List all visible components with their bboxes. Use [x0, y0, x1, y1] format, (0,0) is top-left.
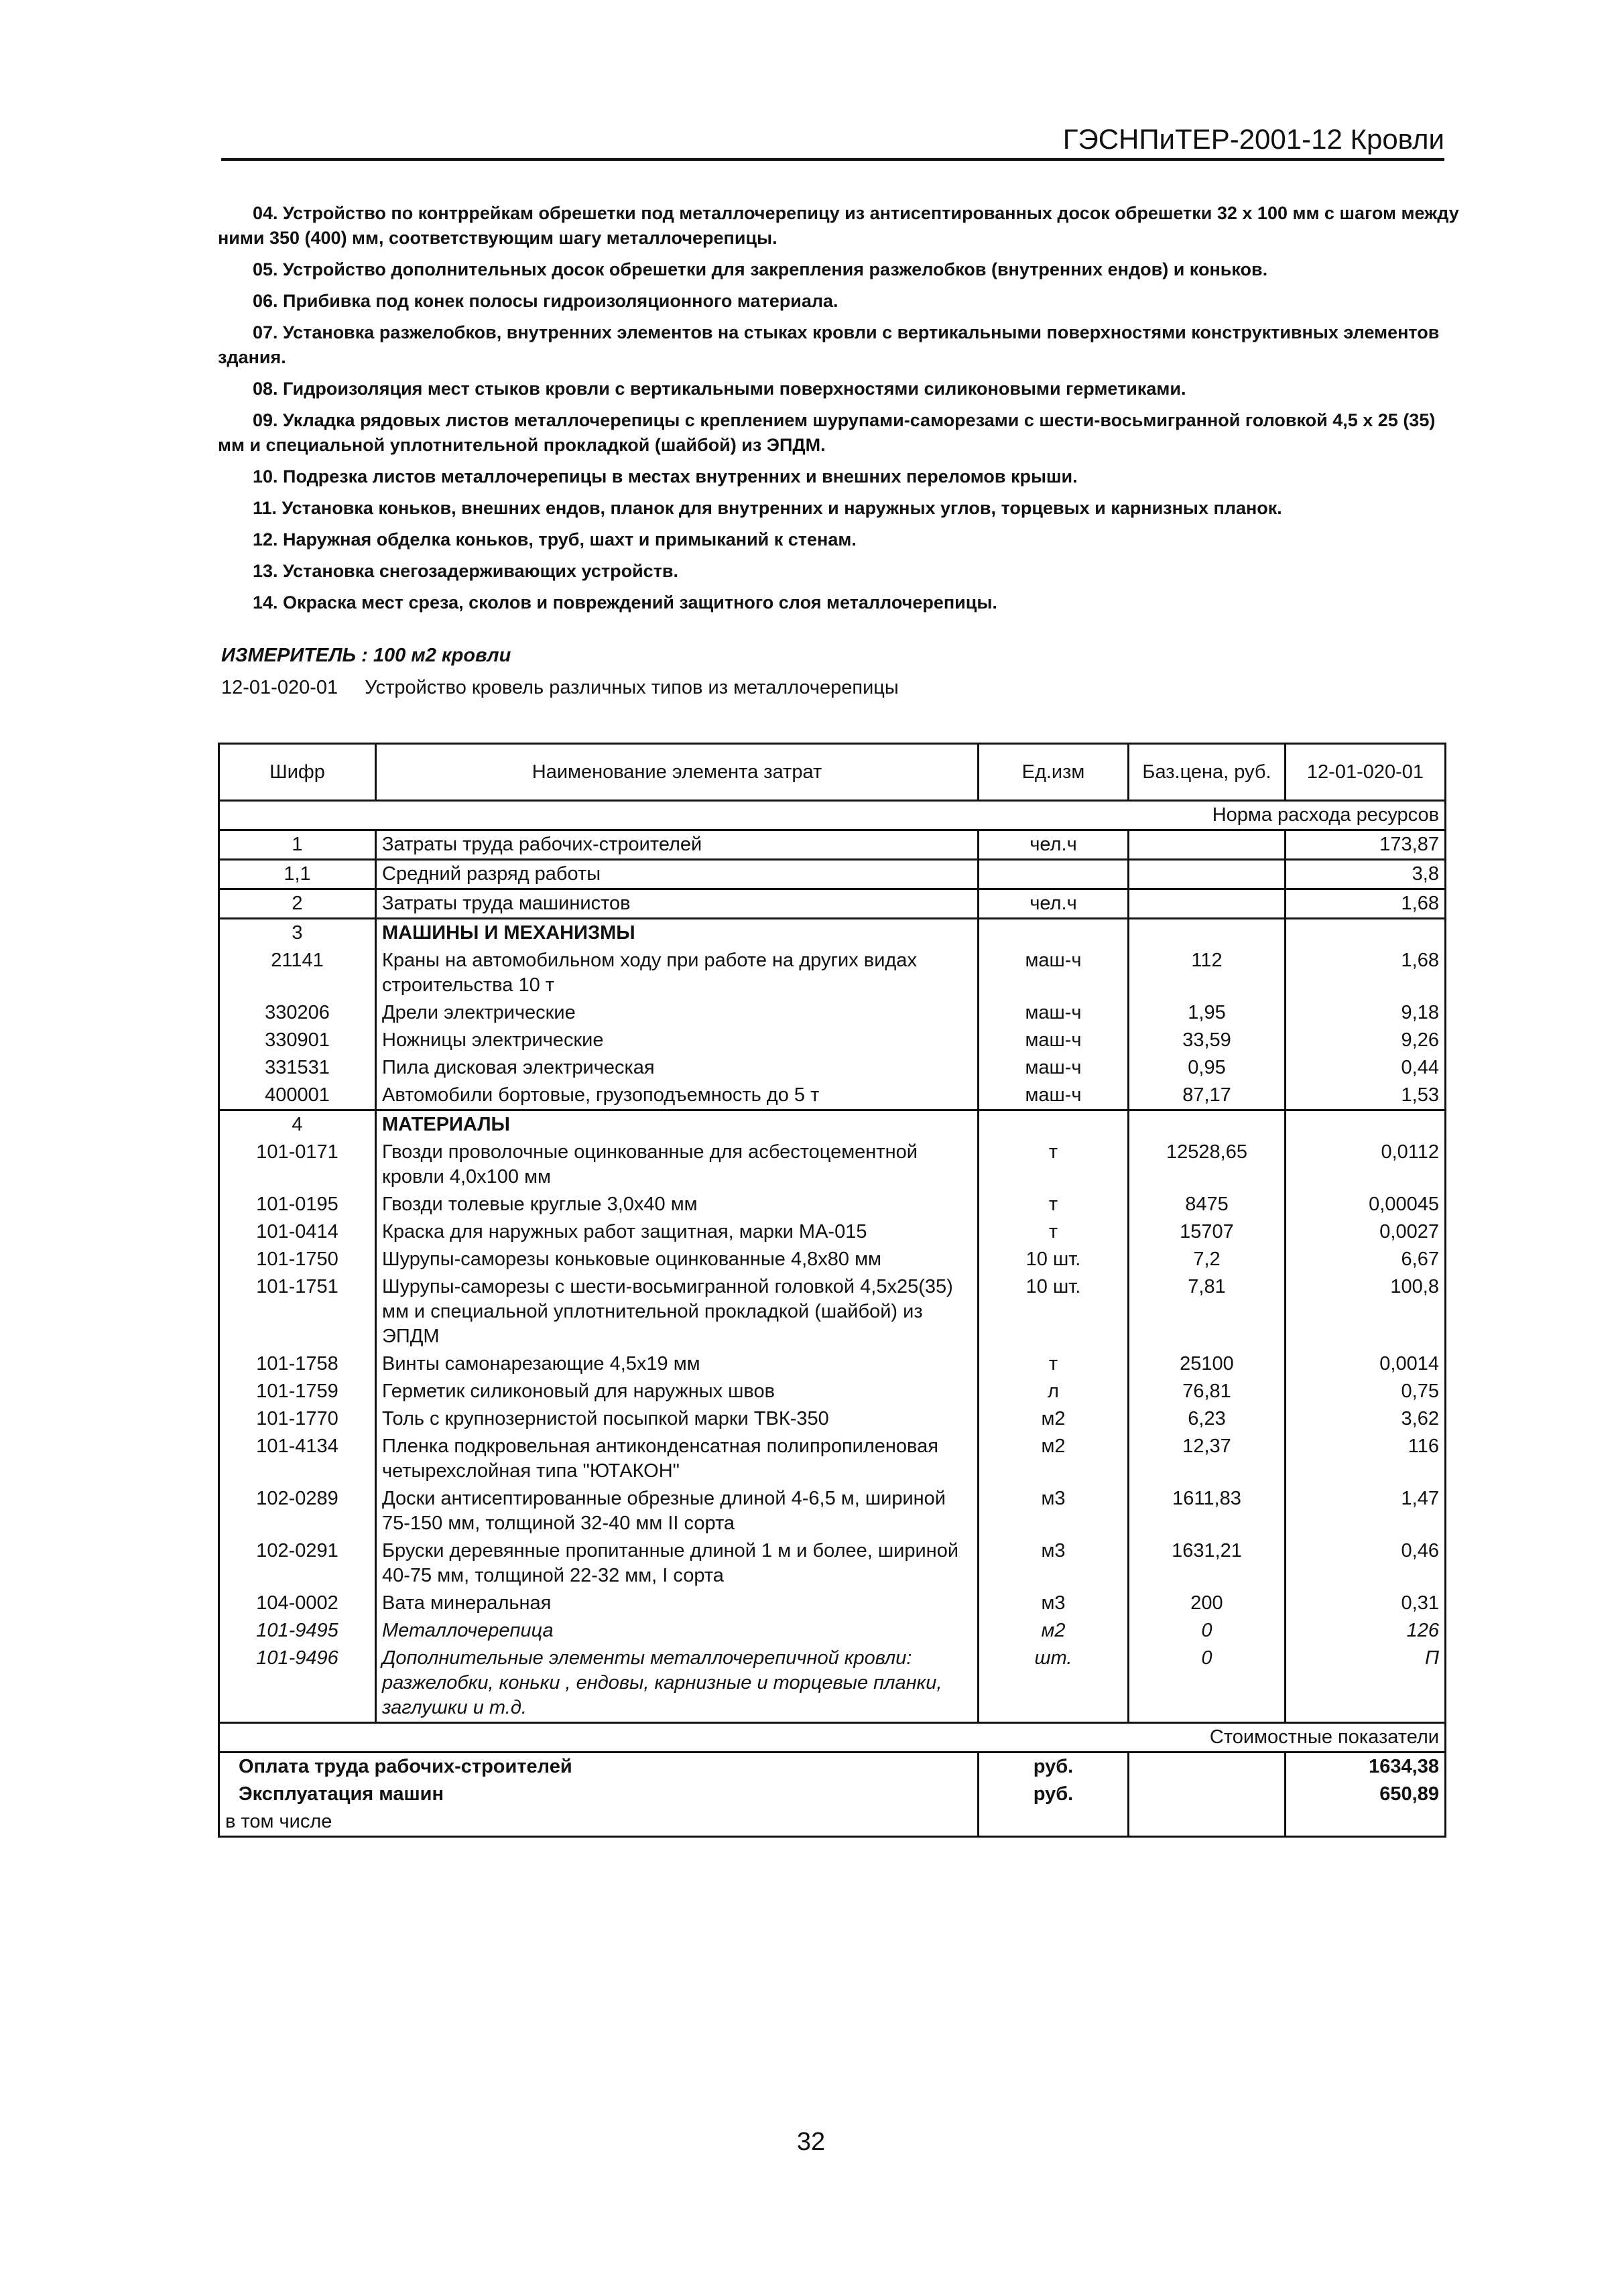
- cell-name: Затраты труда рабочих-строителей: [376, 830, 979, 860]
- cell-unit: м2: [979, 1433, 1129, 1485]
- table-row: [219, 1378, 1446, 1405]
- table-row: [219, 1218, 1446, 1246]
- cell-value: 0,44: [1286, 1054, 1446, 1082]
- cell-value: 0,31: [1286, 1590, 1446, 1617]
- cell-unit: [979, 919, 1129, 948]
- cell-unit: [979, 860, 1129, 889]
- cost-empty: [1129, 1781, 1286, 1808]
- paragraph: 06. Прибивка под конек полосы гидроизоляционного материала.: [253, 291, 838, 311]
- cell-name: Средний разряд работы: [376, 860, 979, 889]
- cell-name: Гвозди толевые круглые 3,0х40 мм: [376, 1191, 979, 1218]
- cost-label-row: [219, 1723, 1446, 1752]
- cell-price: 0: [1129, 1617, 1286, 1645]
- cell-name: Пленка подкровельная антиконденсатная полипропиленовая четырехслойная типа "ЮТАКОН": [376, 1433, 979, 1485]
- cell-code: 330901: [219, 1027, 376, 1054]
- cell-value: 0,00045: [1286, 1191, 1446, 1218]
- col-header-name: Наименование элемента затрат: [376, 744, 979, 801]
- cell-unit: л: [979, 1378, 1129, 1405]
- cell-name: Толь с крупнозернистой посыпкой марки ТВК-350: [376, 1405, 979, 1433]
- cell-unit: чел.ч: [979, 889, 1129, 919]
- col-header-price: Баз.цена, руб.: [1129, 744, 1286, 801]
- paragraph: 10. Подрезка листов металлочерепицы в местах внутренних и внешних переломов крыши.: [253, 466, 1078, 487]
- cell-code: 101-1759: [219, 1378, 376, 1405]
- cell-price: [1129, 1110, 1286, 1139]
- paragraph: 08. Гидроизоляция мест стыков кровли с вертикальными поверхностями силиконовыми герметиками.: [253, 379, 1186, 399]
- cell-value: 0,75: [1286, 1378, 1446, 1405]
- cell-value: 0,0014: [1286, 1350, 1446, 1378]
- cell-price: 15707: [1129, 1218, 1286, 1246]
- cell-unit: чел.ч: [979, 830, 1129, 860]
- cell-value: 6,67: [1286, 1246, 1446, 1273]
- table-row: [219, 1617, 1446, 1645]
- cell-unit: м2: [979, 1405, 1129, 1433]
- cell-code: 101-9496: [219, 1645, 376, 1723]
- cell-value: 1,53: [1286, 1082, 1446, 1110]
- cell-price: 200: [1129, 1590, 1286, 1617]
- cell-name: МАТЕРИАЛЫ: [376, 1110, 979, 1139]
- table-row: [219, 999, 1446, 1027]
- table-row: [219, 1246, 1446, 1273]
- cell-code: 101-1770: [219, 1405, 376, 1433]
- table-row: [219, 1590, 1446, 1617]
- cell-name: Пила дисковая электрическая: [376, 1054, 979, 1082]
- cell-price: 76,81: [1129, 1378, 1286, 1405]
- measure-unit: ИЗМЕРИТЕЛЬ : 100 м2 кровли: [221, 645, 511, 666]
- table-row: [219, 860, 1446, 889]
- table-row: [219, 1433, 1446, 1485]
- cell-name: Бруски деревянные пропитанные длиной 1 м и более, шириной 40-75 мм, толщиной 22-32 мм, I сорта: [376, 1537, 979, 1590]
- cell-price: [1129, 860, 1286, 889]
- cost-value: 1634,38: [1286, 1752, 1446, 1781]
- cell-price: 33,59: [1129, 1027, 1286, 1054]
- cell-value: [1286, 919, 1446, 948]
- page-header: ГЭСНПиТЕР-2001-12 Кровли: [221, 121, 1444, 161]
- cell-unit: м3: [979, 1537, 1129, 1590]
- cell-unit: т: [979, 1350, 1129, 1378]
- cost-empty: [1129, 1808, 1286, 1837]
- cell-price: 6,23: [1129, 1405, 1286, 1433]
- paragraph: 04. Устройство по контррейкам обрешетки под металлочерепицу из антисептированных досок обрешетки 32 х 100 мм с шагом между ними 350 (400) мм, соответствующим шагу металлочерепицы.: [218, 203, 1459, 248]
- table-row: [219, 1054, 1446, 1082]
- cell-name: Шурупы-саморезы с шести-восьмигранной головкой 4,5х25(35) мм и специальной уплотнительной прокладкой (шайбой) из ЭПДМ: [376, 1273, 979, 1350]
- cell-unit: маш-ч: [979, 947, 1129, 999]
- cell-price: 25100: [1129, 1350, 1286, 1378]
- cell-code: 101-0195: [219, 1191, 376, 1218]
- cell-value: 9,26: [1286, 1027, 1446, 1054]
- table-row: [219, 1027, 1446, 1054]
- cell-name: Винты самонарезающие 4,5х19 мм: [376, 1350, 979, 1378]
- cell-name: МАШИНЫ И МЕХАНИЗМЫ: [376, 919, 979, 948]
- resource-table: [218, 743, 1446, 1838]
- table-row: [219, 1405, 1446, 1433]
- col-header-unit: Ед.изм: [979, 744, 1129, 801]
- table-row: [219, 1273, 1446, 1350]
- cell-code: 101-4134: [219, 1433, 376, 1485]
- cell-price: [1129, 889, 1286, 919]
- cell-code: 400001: [219, 1082, 376, 1110]
- cell-value: 0,0112: [1286, 1139, 1446, 1191]
- cell-price: 112: [1129, 947, 1286, 999]
- paragraph: 12. Наружная обделка коньков, труб, шахт и примыканий к стенам.: [253, 529, 857, 550]
- col-header-code: Шифр: [219, 744, 376, 801]
- cell-code: 101-9495: [219, 1617, 376, 1645]
- cell-value: 1,68: [1286, 947, 1446, 999]
- cell-name: Металлочерепица: [376, 1617, 979, 1645]
- cell-value: 0,46: [1286, 1537, 1446, 1590]
- cell-unit: 10 шт.: [979, 1246, 1129, 1273]
- table-row: [219, 947, 1446, 999]
- cell-value: П: [1286, 1645, 1446, 1723]
- cell-code: 101-1758: [219, 1350, 376, 1378]
- cell-name: Вата минеральная: [376, 1590, 979, 1617]
- cell-name: Шурупы-саморезы коньковые оцинкованные 4,8х80 мм: [376, 1246, 979, 1273]
- cell-value: 1,47: [1286, 1485, 1446, 1537]
- table-row: [219, 889, 1446, 919]
- cost-name: Оплата труда рабочих-строителей: [219, 1752, 979, 1781]
- cell-value: 116: [1286, 1433, 1446, 1485]
- cell-unit: маш-ч: [979, 1054, 1129, 1082]
- cell-code: 331531: [219, 1054, 376, 1082]
- cell-unit: т: [979, 1218, 1129, 1246]
- col-header-value: 12-01-020-01: [1286, 744, 1446, 801]
- cell-code: 1,1: [219, 860, 376, 889]
- cell-price: 12528,65: [1129, 1139, 1286, 1191]
- cell-price: [1129, 919, 1286, 948]
- cell-code: 101-0171: [219, 1139, 376, 1191]
- cell-name: Дополнительные элементы металлочерепичной кровли: разжелобки, коньки , ендовы, карнизные и торцевые планки, заглушки и т.д.: [376, 1645, 979, 1723]
- table-header-row: [219, 744, 1446, 801]
- cell-name: Герметик силиконовый для наружных швов: [376, 1378, 979, 1405]
- cell-name: Краска для наружных работ защитная, марки МА-015: [376, 1218, 979, 1246]
- paragraph: 05. Устройство дополнительных досок обрешетки для закрепления разжелобков (внутренних ендов) и коньков.: [253, 259, 1268, 279]
- cell-code: 102-0289: [219, 1485, 376, 1537]
- table-row: [219, 830, 1446, 860]
- table-row: [219, 1110, 1446, 1139]
- cell-price: 1631,21: [1129, 1537, 1286, 1590]
- cell-unit: [979, 1110, 1129, 1139]
- cell-value: [1286, 1110, 1446, 1139]
- table-row: [219, 1350, 1446, 1378]
- cell-value: 3,62: [1286, 1405, 1446, 1433]
- cost-row: [219, 1808, 1446, 1837]
- cell-name: Дрели электрические: [376, 999, 979, 1027]
- norm-title: Устройство кровель различных типов из металлочерепицы: [365, 677, 899, 698]
- cell-code: 21141: [219, 947, 376, 999]
- cell-name: Затраты труда машинистов: [376, 889, 979, 919]
- cell-price: [1129, 830, 1286, 860]
- cell-code: 101-1751: [219, 1273, 376, 1350]
- cost-row: [219, 1781, 1446, 1808]
- paragraph: 13. Установка снегозадерживающих устройств.: [253, 561, 679, 581]
- cell-name: Ножницы электрические: [376, 1027, 979, 1054]
- cell-unit: шт.: [979, 1645, 1129, 1723]
- cost-unit: [979, 1808, 1129, 1837]
- cost-value: [1286, 1808, 1446, 1837]
- cell-code: 3: [219, 919, 376, 948]
- work-description: [218, 201, 1464, 622]
- table-row: [219, 1139, 1446, 1191]
- cell-name: Краны на автомобильном ходу при работе на других видах строительства 10 т: [376, 947, 979, 999]
- cell-code: 102-0291: [219, 1537, 376, 1590]
- page-number: 32: [796, 2128, 826, 2156]
- cell-name: Автомобили бортовые, грузоподъемность до 5 т: [376, 1082, 979, 1110]
- cell-code: 104-0002: [219, 1590, 376, 1617]
- cell-value: 100,8: [1286, 1273, 1446, 1350]
- cell-price: 7,81: [1129, 1273, 1286, 1350]
- cell-price: 12,37: [1129, 1433, 1286, 1485]
- cost-row: [219, 1752, 1446, 1781]
- cost-name: Эксплуатация машин: [219, 1781, 979, 1808]
- paragraph: 14. Окраска мест среза, сколов и повреждений защитного слоя металлочерепицы.: [253, 592, 997, 613]
- cell-price: 0: [1129, 1645, 1286, 1723]
- cell-name: Гвозди проволочные оцинкованные для асбестоцементной кровли 4,0х100 мм: [376, 1139, 979, 1191]
- cost-name: в том числе: [219, 1808, 979, 1837]
- cell-value: 9,18: [1286, 999, 1446, 1027]
- cell-unit: 10 шт.: [979, 1273, 1129, 1350]
- cell-price: 8475: [1129, 1191, 1286, 1218]
- cell-value: 3,8: [1286, 860, 1446, 889]
- cell-code: 101-1750: [219, 1246, 376, 1273]
- cost-empty: [1129, 1752, 1286, 1781]
- cost-value: 650,89: [1286, 1781, 1446, 1808]
- cell-code: 2: [219, 889, 376, 919]
- cell-code: 101-0414: [219, 1218, 376, 1246]
- cell-value: 0,0027: [1286, 1218, 1446, 1246]
- table-row: [219, 1082, 1446, 1110]
- cell-unit: маш-ч: [979, 999, 1129, 1027]
- cell-price: 1611,83: [1129, 1485, 1286, 1537]
- cell-price: 7,2: [1129, 1246, 1286, 1273]
- norm-label-row: [219, 801, 1446, 830]
- cell-unit: маш-ч: [979, 1082, 1129, 1110]
- norm-code-line: [221, 677, 899, 699]
- cell-unit: т: [979, 1191, 1129, 1218]
- cell-code: 4: [219, 1110, 376, 1139]
- cell-name: Доски антисептированные обрезные длиной 4-6,5 м, шириной 75-150 мм, толщиной 32-40 мм II сорта: [376, 1485, 979, 1537]
- cell-value: 1,68: [1286, 889, 1446, 919]
- cell-code: 1: [219, 830, 376, 860]
- cell-price: 1,95: [1129, 999, 1286, 1027]
- cost-unit: руб.: [979, 1752, 1129, 1781]
- cell-unit: м3: [979, 1590, 1129, 1617]
- cell-unit: м3: [979, 1485, 1129, 1537]
- cost-unit: руб.: [979, 1781, 1129, 1808]
- cell-value: 126: [1286, 1617, 1446, 1645]
- table-row: [219, 919, 1446, 948]
- cell-unit: м2: [979, 1617, 1129, 1645]
- table-row: [219, 1537, 1446, 1590]
- cell-value: 173,87: [1286, 830, 1446, 860]
- paragraph: 07. Установка разжелобков, внутренних элементов на стыках кровли с вертикальными поверхностями конструктивных элементов здания.: [218, 322, 1440, 367]
- table-row: [219, 1191, 1446, 1218]
- table-row: [219, 1645, 1446, 1723]
- cell-unit: маш-ч: [979, 1027, 1129, 1054]
- paragraph: 11. Установка коньков, внешних ендов, планок для внутренних и наружных углов, торцевых и карнизных планок.: [253, 498, 1282, 518]
- cost-label: Стоимостные показатели: [219, 1723, 1446, 1752]
- table-row: [219, 1485, 1446, 1537]
- norm-code: 12-01-020-01: [221, 677, 338, 698]
- cell-price: 0,95: [1129, 1054, 1286, 1082]
- cell-code: 330206: [219, 999, 376, 1027]
- paragraph: 09. Укладка рядовых листов металлочерепицы с креплением шурупами-саморезами с шести-восьмигранной головкой 4,5 х 25 (35) мм и специальной уплотнительной прокладкой (шайбой) из ЭПДМ.: [218, 410, 1436, 455]
- norm-label: Норма расхода ресурсов: [219, 801, 1446, 830]
- cell-unit: т: [979, 1139, 1129, 1191]
- cell-price: 87,17: [1129, 1082, 1286, 1110]
